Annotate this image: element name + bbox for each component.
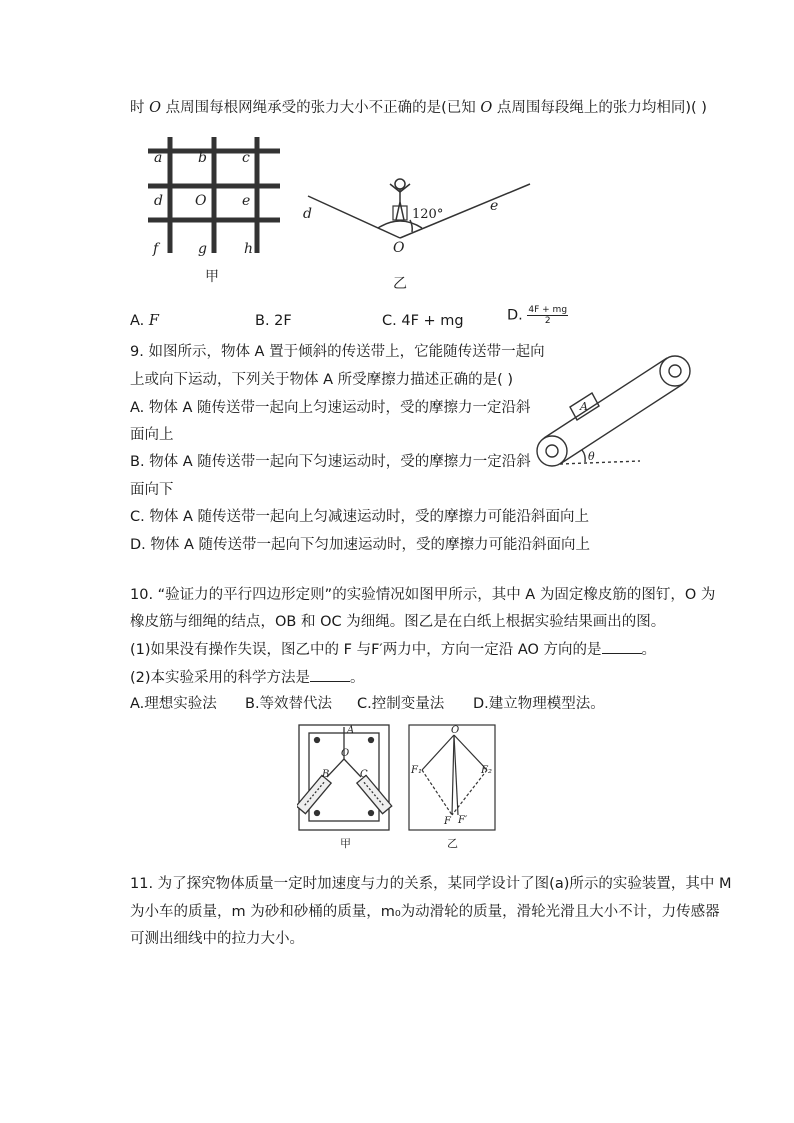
q8-point-label: O [149, 100, 161, 116]
option-value: 2F [274, 313, 292, 329]
rope-label-d: d [303, 206, 312, 222]
q8-option-a[interactable] [130, 311, 159, 331]
q8-option-d[interactable] [507, 305, 568, 326]
figure-caption-jia: 甲 [205, 269, 219, 285]
figure-caption-jia: 甲 [340, 837, 351, 850]
point-label-c: C [360, 769, 368, 780]
q9-option-a-line2[interactable]: 面向上 [130, 427, 174, 443]
q9-conveyor-figure [530, 350, 700, 475]
figure-caption-yi: 乙 [393, 276, 407, 292]
q11-stem-line2: 为小车的质量，m 为砂和砂桶的质量，m₀为动滑轮的质量，滑轮光滑且大小不计，力传感器 [130, 904, 720, 920]
point-label-a: A [347, 725, 355, 736]
q8-stem-part: 点周围每段绳上的张力均相同)( ) [492, 100, 707, 116]
lower-pulley-hub [546, 445, 558, 457]
grid-label-h: h [244, 241, 254, 257]
angle-label: 120° [412, 207, 444, 222]
net-bulge [378, 221, 422, 228]
q8-option-c[interactable] [382, 311, 464, 331]
grid-label-f: f [153, 241, 159, 257]
vector-f-prime [454, 735, 458, 815]
vector-f1 [422, 735, 454, 770]
q10-option-d[interactable]: D.建立物理模型法。 [473, 696, 605, 712]
option-prefix: C. [382, 313, 397, 329]
point-label-o: O [451, 725, 460, 736]
force-label-f: F [444, 816, 451, 827]
fraction-numerator: 4F + mg [528, 305, 568, 315]
answer-blank-2[interactable] [310, 667, 350, 682]
spring-scale-b [297, 775, 331, 813]
q10-stem-line2: 橡皮筋与细绳的结点，OB 和 OC 为细绳。图乙是在白纸上根据实验结果画出的图。 [130, 614, 666, 630]
string-ob [327, 759, 344, 777]
q8-figure-yi [300, 172, 540, 297]
horizontal-reference [560, 461, 640, 464]
q10-sub2 [130, 667, 365, 688]
net-grid [148, 137, 280, 253]
q9-option-a-line1[interactable]: A. 物体 A 随传送带一起向上匀速运动时，受的摩擦力一定沿斜 [130, 400, 531, 416]
sub-question-text: (1)如果没有操作失误，图乙中的 F 与F′两力中，方向一定沿 AO 方向的是 [130, 642, 602, 658]
upper-pulley [660, 356, 690, 386]
upper-pulley-hub [669, 365, 681, 377]
q8-stem-part: 时 [130, 100, 150, 116]
sub-question-end: 。 [641, 642, 657, 658]
belt-top [544, 358, 667, 438]
grid-label-d: d [154, 193, 163, 209]
rope-label-e: e [490, 198, 499, 214]
q9-option-b-line1[interactable]: B. 物体 A 随传送带一起向下匀速运动时，受的摩擦力一定沿斜 [130, 454, 531, 470]
angle-label: θ [588, 450, 595, 463]
string-oc [344, 759, 361, 777]
q10-figure-yi [407, 723, 499, 853]
q11-stem-line1: 11. 为了探究物体质量一定时加速度与力的关系，某同学设计了图(a)所示的实验装置，其中 M [130, 876, 732, 892]
q10-option-a[interactable]: A.理想实验法 [130, 696, 217, 712]
figure-caption-yi: 乙 [447, 837, 458, 850]
q8-stem-part: 点周围每根网绳承受的张力大小不正确的是(已知 [161, 100, 481, 116]
q9-stem-line2: 上或向下运动，下列关于物体 A 所受摩擦力描述正确的是( ) [130, 372, 514, 388]
q9-option-d[interactable]: D. 物体 A 随传送带一起向下匀加速运动时，受的摩擦力可能沿斜面向上 [130, 537, 591, 553]
person-box [393, 206, 407, 220]
point-label-b: B [322, 769, 330, 780]
q8-option-b[interactable] [255, 311, 292, 331]
fraction [527, 305, 568, 326]
grid-label-e: e [242, 193, 251, 209]
lower-pulley [537, 436, 567, 466]
option-value: 4F + mg [401, 313, 464, 329]
q9-stem-line1: 9. 如图所示，物体 A 置于倾斜的传送带上，它能随传送带一起向 [130, 344, 545, 360]
grid-label-g: g [198, 241, 207, 257]
answer-blank-1[interactable] [602, 639, 642, 654]
rope-d [308, 196, 400, 238]
q8-stem [130, 98, 707, 118]
force-label-f1: F₁ [411, 765, 422, 776]
grid-label-a: a [154, 150, 163, 166]
q10-stem-line1: 10. “验证力的平行四边形定则”的实验情况如图甲所示，其中 A 为固定橡皮筋的图钉，O 为 [130, 587, 716, 603]
q10-sub1 [130, 639, 656, 660]
spring-scale-c [357, 775, 392, 813]
person-head [395, 179, 405, 189]
q10-option-c[interactable]: C.控制变量法 [357, 696, 445, 712]
option-value: F [148, 313, 159, 329]
block-label: A [580, 400, 588, 413]
q8-figure-jia [140, 135, 290, 290]
grid-label-o: O [195, 193, 207, 209]
q10-figure-jia [297, 723, 393, 853]
belt-bottom [560, 384, 683, 464]
q9-option-c[interactable]: C. 物体 A 随传送带一起向上匀减速运动时，受的摩擦力可能沿斜面向上 [130, 509, 589, 525]
point-label-o: O [393, 240, 405, 256]
incline-angle-arc [582, 450, 585, 462]
point-label-o: O [341, 748, 350, 759]
option-prefix: D. [507, 307, 523, 324]
q10-option-b[interactable]: B.等效替代法 [245, 696, 333, 712]
grid-label-c: c [242, 150, 250, 166]
force-label-f2: F₂ [481, 765, 492, 776]
grid-label-b: b [198, 150, 207, 166]
q9-option-b-line2[interactable]: 面向下 [130, 482, 174, 498]
q11-stem-line3: 可测出细线中的拉力大小。 [130, 931, 304, 947]
option-prefix: B. [255, 313, 270, 329]
force-label-f-prime: F′ [458, 815, 468, 826]
option-prefix: A. [130, 313, 145, 329]
fraction-denominator: 2 [544, 316, 551, 326]
sub-question-text: (2)本实验采用的科学方法是 [130, 670, 311, 686]
q8-point-label: O [480, 100, 493, 116]
vector-f [452, 735, 454, 815]
sub-question-end: 。 [350, 670, 365, 686]
